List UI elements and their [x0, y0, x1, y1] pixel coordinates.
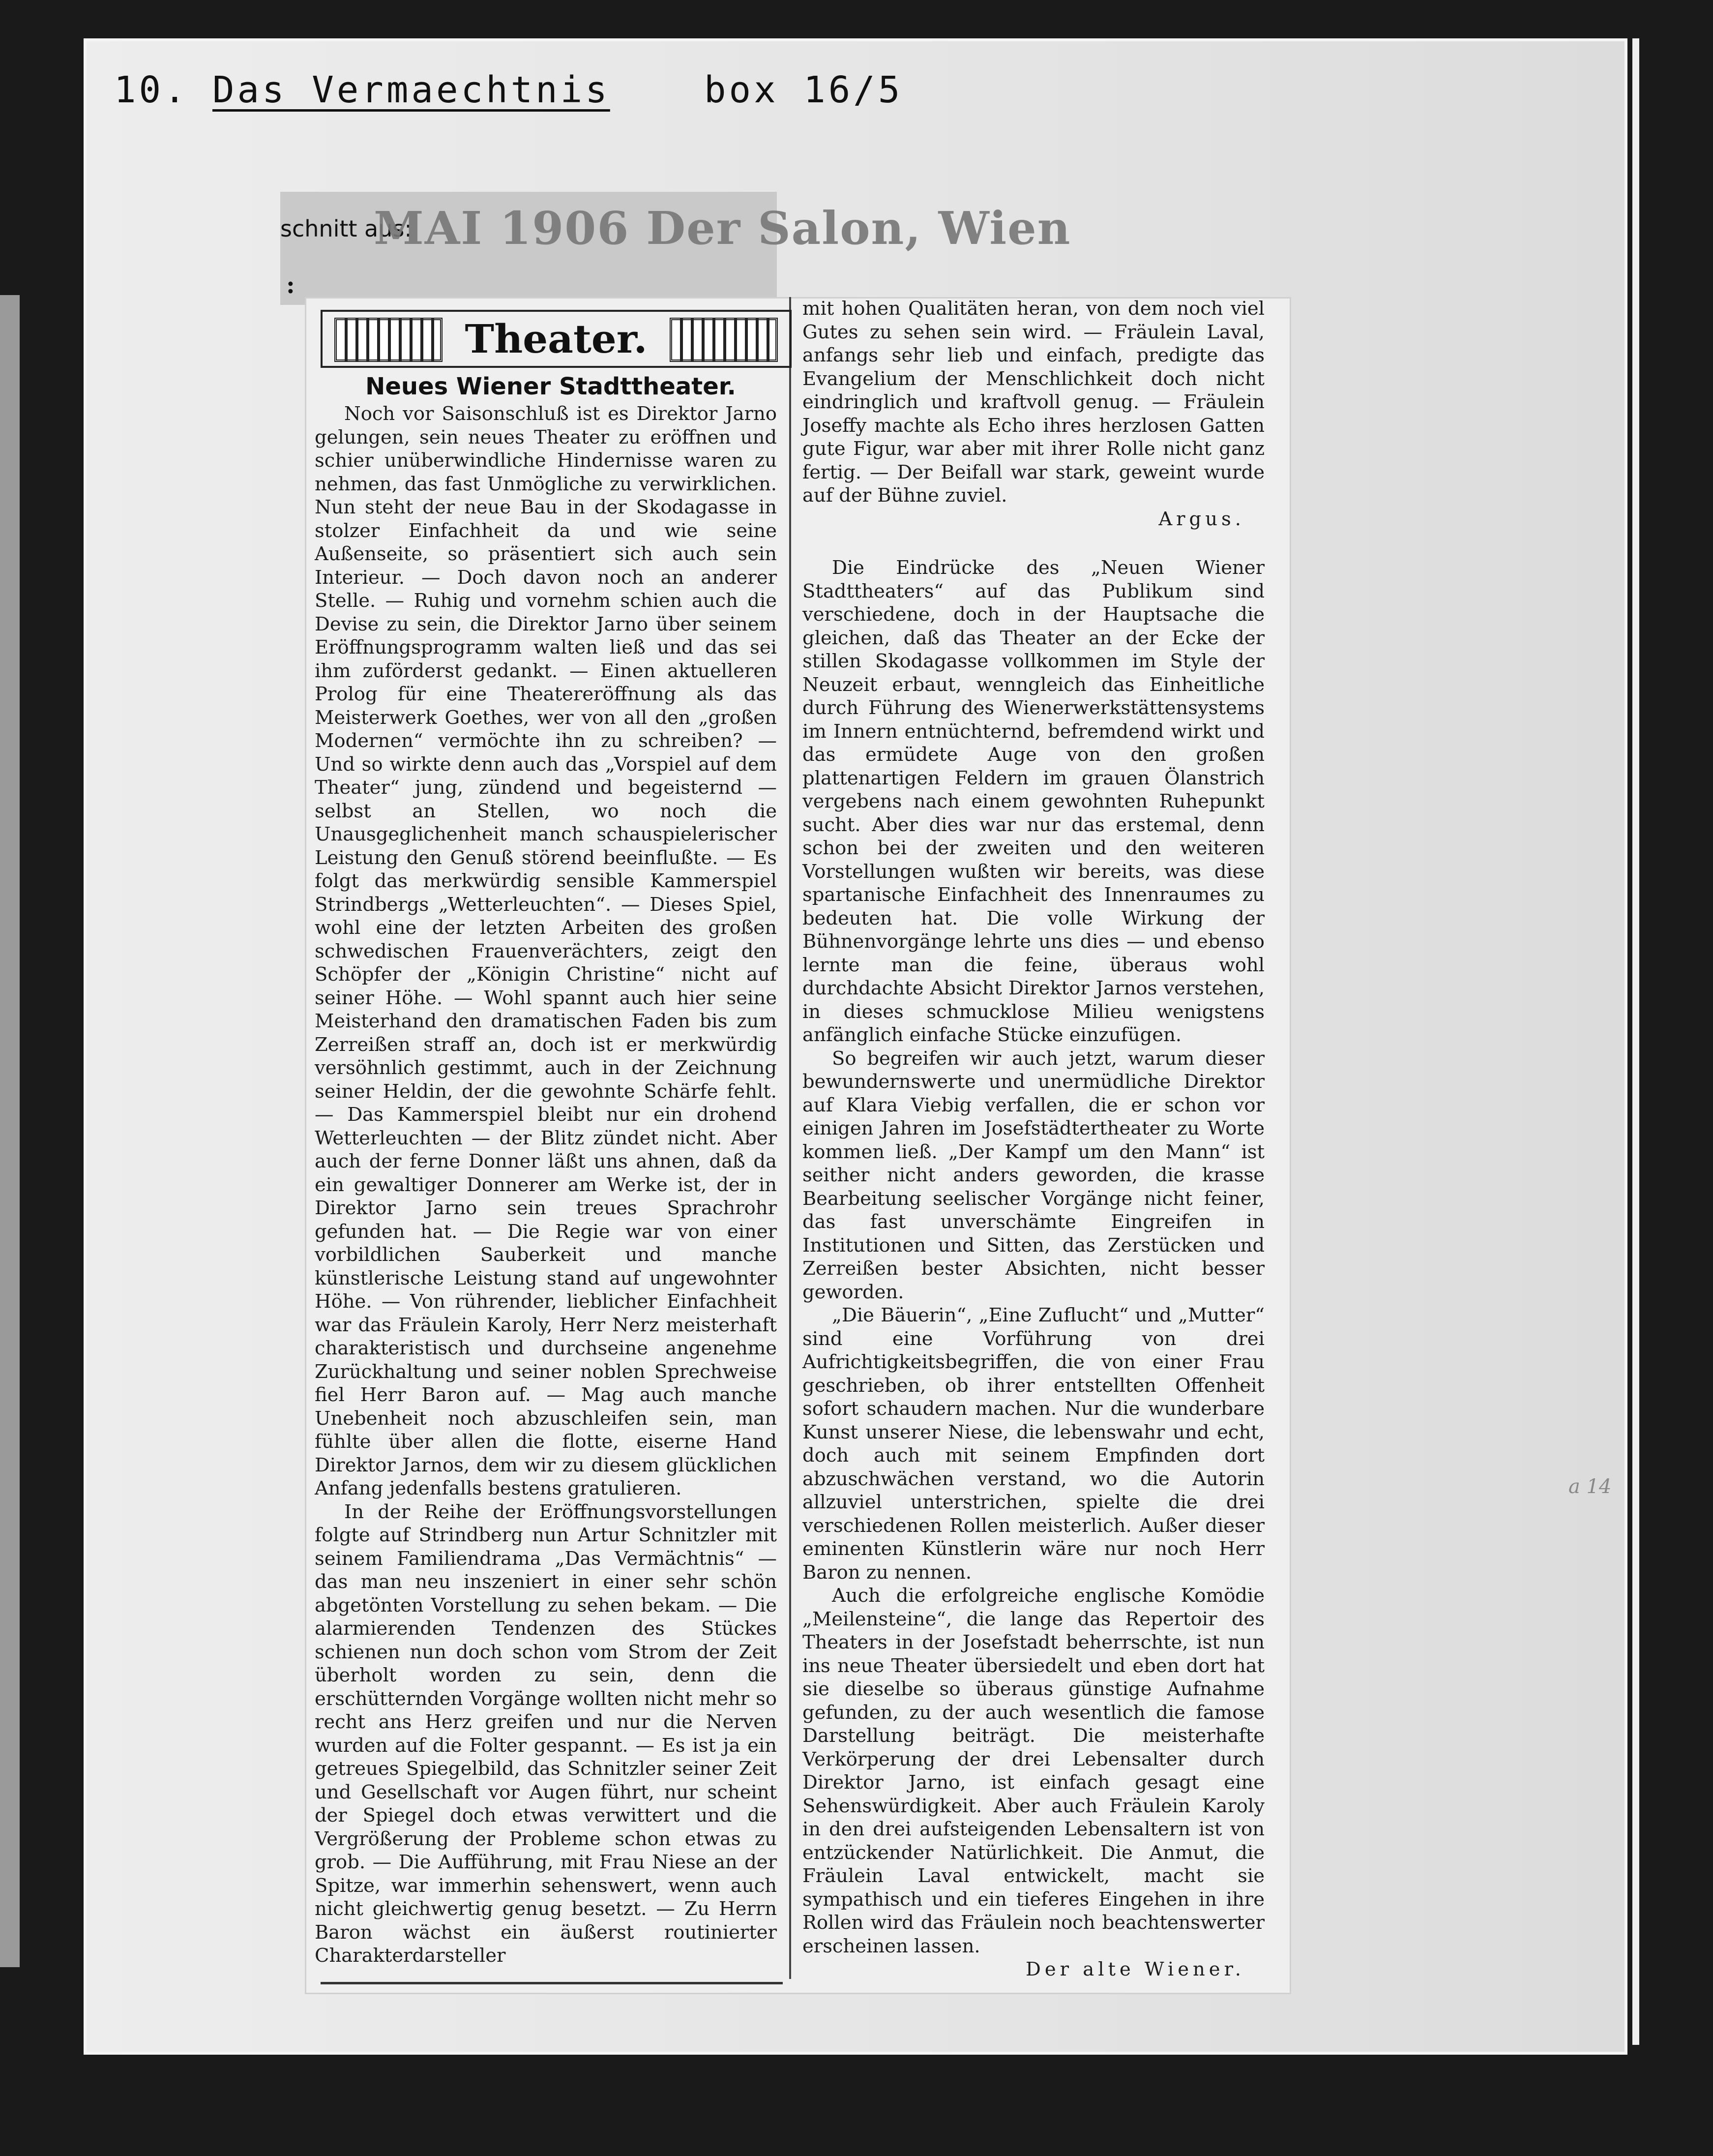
ornament-left-icon — [334, 318, 443, 362]
paragraph: mit hohen Qualitäten heran, von dem noch viel Gutes zu sehen sein wird. — Fräulein Laval, anfangs sehr lieb und einfach, predigte das Evangelium der Menschlichkeit doch nicht eindringlich und kraftvoll genug. — Fräulein Joseffy machte als Echo ihres herzlosen Gatten gute Figur, war aber mit ihrer Rolle nicht ganz fertig. — Der Beifall war stark, geweint wurde auf der Bühne zuviel. — [802, 298, 1265, 507]
ornament-right-icon — [670, 318, 778, 362]
article-headline: Neues Wiener Stadttheater. — [365, 373, 736, 400]
paragraph: „Die Bäuerin“, „Eine Zuflucht“ und „Mutter“ sind eine Vorführung von drei Aufrichtigkeitsbegriffen, die von einer Frau geschrieben, ob ihrer entstellten Offenheit sofort schaudern machen. Nur die wunderbare Kunst unserer Niese, die lebenswahr und echt, doch auch mit seinem Empfinden dort abzuschwächen verstand, wo die Autorin allzuviel unterstrichen, spielte die drei verschiedenen Rollen meisterlich. Außer dieser eminenten Künstlerin wäre nur noch Herr Baron zu nennen. — [802, 1304, 1265, 1584]
header-box-label: box 16/5 — [704, 69, 903, 111]
stamp-date: MAI 1906 — [374, 202, 630, 255]
paragraph: Noch vor Saisonschluß ist es Direktor Jarno gelungen, sein neues Theater zu eröffnen und schier unüberwindliche Hindernisse waren zu nehmen, das fast Unmögliche zu verwirklichen. Nun steht der neue Bau in der Skodagasse in stolzer Einfachheit da und wie seine Außenseite, so präsentiert sich auch sein Interieur. — Doch davon noch an anderer Stelle. — Ruhig und vornehm schien auch die Devise zu sein, die Direktor Jarno über seinem Eröffnungsprogramm walten ließ und das sei ihm zuförderst gedankt. — Einen aktuelleren Prolog für eine Theatereröffnung als das Meisterwerk Goethes, wer von all den „großen Modernen“ vermöchte ihn zu schreiben? — Und so wirkte denn auch das „Vorspiel auf dem Theater“ jung, zündend und begeisternd — selbst an Stellen, wo noch die Unausgeglichenheit manch schauspielerischer Leistung den Genuß störend beeinflußte. — Es folgt das merkwürdig sensible Kammerspiel Strindbergs „Wetterleuchten“. — Dieses Spiel, wohl eine der letzten Arbeiten des großen schwedischen Frauenverächters, zeigt den Schöpfer der „Königin Christine“ nicht auf seiner Höhe. — Wohl spannt auch hier seine Meisterhand den dramatischen Faden bis zum Zerreißen straff an, doch ist er merkwürdig versöhnlich gestimmt, auch in der Zeichnung seiner Heldin, der die gewohnte Schärfe fehlt. — Das Kammerspiel bleibt nur ein drohend Wetterleuchten — der Blitz zündet nicht. Aber auch der ferne Donner läßt uns ahnen, daß da ein gewaltiger Donnerer am Werke ist, der in Direktor Jarno sein treues Sprachrohr gefunden hat. — Die Regie war von einer vorbildlichen Sauberkeit und manche künstlerische Leistung stand auf ungewohnter Höhe. — Von rührender, lieblicher Einfachheit war das Fräulein Karoly, Herr Nerz meisterhaft charakteristisch und durchseine angenehme Zurückhaltung und seiner noblen Sprechweise fiel Herr Baron auf. — Mag auch manche Unebenheit noch abzuschleifen sein, man fühlte über allen die flotte, eiserne Hand Direktor Jarnos, dem wir zu diesem glücklichen Anfang jedenfalls bestens gratulieren. — [315, 403, 777, 1499]
section-banner — [321, 310, 792, 368]
header-title: Das Vermaechtnis — [212, 69, 610, 111]
stamp-label: schnitt aus: — [280, 215, 412, 242]
header-number: 10. — [114, 69, 189, 111]
newspaper-stamp — [374, 202, 1071, 255]
paragraph: Auch die erfolgreiche englische Komödie „Meilensteine“, die lange das Repertoir des Theaters in der Josefstadt beherrschte, ist nun ins neue Theater übersiedelt und eben dort hat sie dieselbe so überaus günstige Aufnahme gefunden, zu der auch wesentlich die famose Darstellung beiträgt. Die meisterhafte Verkörperung der drei Lebensalter durch Direktor Jarno, ist einfach gesagt eine Sehenswürdigkeit. Aber auch Fräulein Karoly in den drei aufsteigenden Lebensaltern ist von entzückender Natürlichkeit. Die Anmut, die Fräulein Laval entwickelt, macht sie sympathisch und ein tieferes Eingehen in ihre Rollen wird das Fräulein noch beachtenswerter erscheinen lassen. — [802, 1585, 1265, 1957]
signature-alter-wiener: Der alte Wiener. — [1025, 1958, 1245, 1980]
signature-argus: Argus. — [1158, 508, 1245, 530]
stamp-newspaper: Der Salon, Wien — [646, 202, 1071, 255]
article-column-1 — [315, 402, 777, 1968]
stamp-colon: : — [286, 271, 295, 299]
paragraph: So begreifen wir auch jetzt, warum dieser bewundernswerte und unermüdliche Direktor auf Klara Viebig verfallen, die er schon vor einigen Jahren im Josefstädtertheater zu Worte kommen ließ. „Der Kampf um den Mann“ ist seither nicht anders geworden, die krasse Bearbeitung seelischer Vorgänge nicht feiner, das fast unverschämte Eingreifen in Institutionen und Sitten, das Zerstücken und Zerreißen bester Absichten, nicht besser geworden. — [802, 1047, 1265, 1303]
bottom-rule — [321, 1982, 783, 1984]
pencil-note: a 14 — [1568, 1475, 1612, 1498]
section-title: Theater. — [465, 316, 648, 362]
paragraph: In der Reihe der Eröffnungsvorstellungen folgte auf Strindberg nun Artur Schnitzler mit seinem Familiendrama „Das Vermächtnis“ — das man neu inszeniert in einer sehr schön abgetönten Vorstellung zu sehen bekam. — Die alarmierenden Tendenzen des Stückes schienen nun doch schon vom Strom der Zeit überholt worden zu sein, denn die erschütternden Vorgänge wollten nicht mehr so recht ans Herz greifen und nur die Nerven wurden auf die Folter gespannt. — Es ist ja ein getreues Spiegelbild, das Schnitzler seiner Zeit und Gesellschaft vor Augen führt, nur scheint der Spiegel doch etwas verwittert und die Vergrößerung der Probleme schon etwas zu grob. — Die Aufführung, mit Frau Niese an der Spitze, war immerhin sehenswert, wenn auch nicht gleichwertig genug besetzt. — Zu Herrn Baron wächst ein äußerst routinierter Charakterdarsteller — [315, 1500, 777, 1967]
paragraph: Die Eindrücke des „Neuen Wiener Stadttheaters“ auf das Publikum sind verschiedene, doch in der Hauptsache die gleichen, daß das Theater an der Ecke der stillen Skodagasse vollkommen im Style der Neuzeit erbaut, wenngleich das Einheitliche durch Führung des Wienerwerkstättensystems im Innern entnüchternd, befremdend wirkt und das ermüdete Auge von den großen plattenartigen Feldern im grauen Ölanstrich vergebens nach einem gewohnten Ruhepunkt sucht. Aber dies war nur das erstemal, denn schon bei der zweiten und den weiteren Vorstellungen wußten wir bereits, was diese spartanische Einfachheit des Innenraumes zu bedeuten hat. Die volle Wirkung der Bühnenvorgänge lehrte uns dies — und ebenso lernte man die feine, überaus wohl durchdachte Absicht Direktor Jarnos verstehen, in dieses schmucklose Milieu wenigstens anfänglich einfache Stücke einzufügen. — [802, 557, 1265, 1046]
adjacent-page-edge — [0, 295, 20, 1967]
article-column-2 — [802, 297, 1265, 1981]
sheet-edge — [1632, 38, 1639, 2045]
column-rule — [789, 297, 791, 1979]
